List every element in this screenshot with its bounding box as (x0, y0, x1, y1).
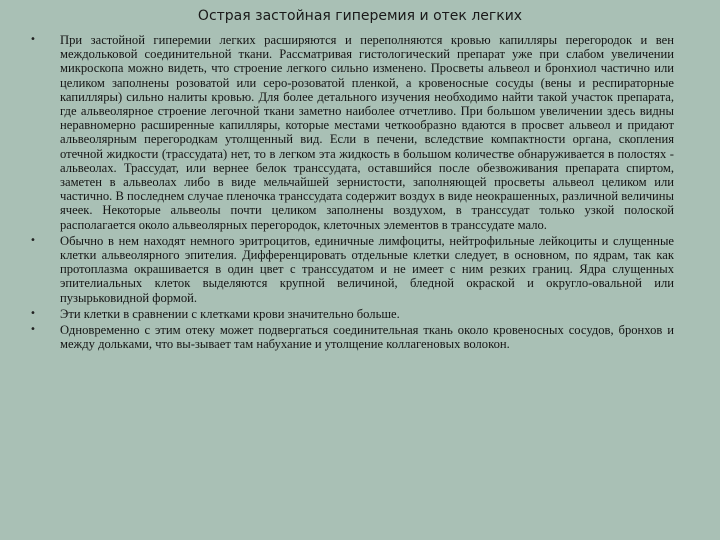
bullet-text: Эти клетки в сравнении с клетками крови значительно больше. (60, 306, 400, 321)
bullet-icon: • (30, 324, 36, 336)
bullet-text: Одновременно с этим отеку может подвергаться соединительная ткань около кровеносных сосудов, бронхов и между дольками, что вы-зывает там набухание и утолщение коллагеновых волокон. (60, 323, 674, 352)
bullet-list (30, 33, 674, 353)
bullet-text: При застойной гиперемии легких расширяются и переполняются кровью капилляры перегородок и вен междольковой соединительной ткани. Рассматривая гистологический препарат уже при слабом увеличении микроскопа можно видеть, что строение легкого сильно изменено. Просветы альвеол и бронхиол частично или целиком заполнены розоватой или серо-розоватой пленкой, а кровеносные сосуды (вены и респираторные капилляры) сильно налиты кровью. Для более детального изучения необходимо найти такой участок препарата, где альвеолярное строение легочной ткани заметно наиболее отчетливо. При большом увеличении здесь видны неравномерно расширенные капилляры, которые местами четкообразно вдаются в просвет альвеол и придают альвеолярным перегородкам утолщенный вид. Если в печени, вследствие компактности органа, скопления отечной жидкости (трассудата) нет, то в легком эта жидкость в большом количестве обнаруживается в полостях - альвеолах. Трассудат, или вернее белок транссудата, оставшийся после обезвоживания препарата спиртом, заметен в альвеолах либо в виде мельчайшей зернистости, заполняющей просветы альвеол целиком или частично. В последнем случае пленочка транссудата содержит воздух в виде неокрашенных, различной величины ячеек. Некоторые альвеолы почти целиком заполнены воздухом, в транссудат только узкой полоской располагается около альвеолярных перегородок, клеточных элементов в транссудате мало. (60, 33, 674, 232)
bullet-icon: • (30, 307, 36, 319)
bullet-text: Обычно в нем находят немного эритроцитов, единичные лимфоциты, нейтрофильные лейкоциты и слущенные клетки альвеолярного эпителия. Дифференцировать отдельные клетки следует, в основном, по ядрам, так как протоплазма окрашивается в один цвет с транссудатом и не имеет с ним резких границ. Ядра слущенных эпителиальных клеток выделяются крупной величиной, бледной окраской и округло-овальной или пузырьковидной формой. (60, 233, 674, 305)
bullet-item (30, 234, 674, 305)
bullet-item (30, 307, 674, 321)
bullet-icon: • (30, 34, 36, 45)
bullet-item (30, 33, 674, 232)
bullet-item (30, 323, 674, 351)
slide-title: Острая застойная гиперемия и отек легких (197, 8, 523, 24)
bullet-icon: • (30, 234, 36, 246)
